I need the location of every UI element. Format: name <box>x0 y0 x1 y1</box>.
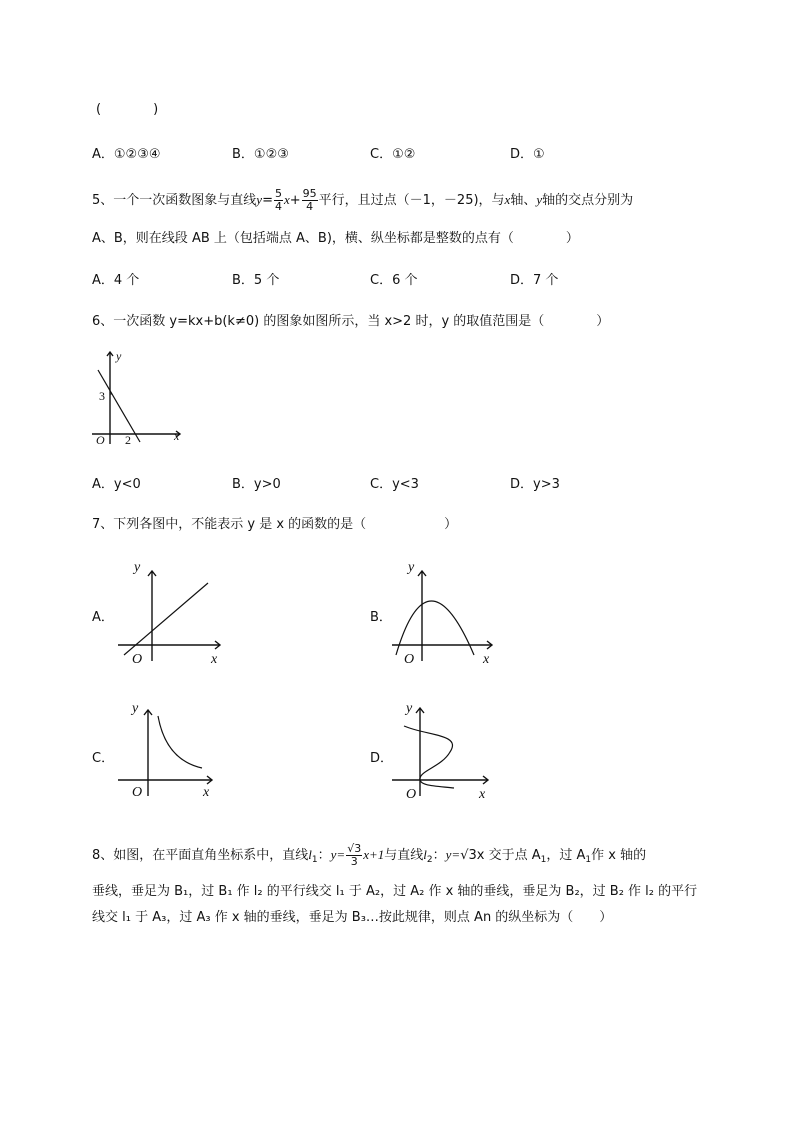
q8-colon1: ： <box>317 848 331 863</box>
q7-graph-c[interactable] <box>112 698 222 806</box>
q7a-origin-label: O <box>132 652 143 667</box>
q7a-x-label: x <box>211 652 218 667</box>
q7-graph-a[interactable] <box>112 555 232 670</box>
q5-y-label: y <box>536 192 543 207</box>
q5-eq-equals: = <box>262 193 273 208</box>
q5-axis-text1: 轴、 <box>510 193 537 208</box>
q7b-y-label: y <box>408 560 415 575</box>
q8-x-plus1: x+1 <box>363 847 385 862</box>
q7-label-c[interactable]: C． <box>92 751 115 766</box>
q5-option-b[interactable]: B．5 个 <box>232 273 280 288</box>
q8-stem-line3: 线交 l₁ 于 A₃，过 A₃ 作 x 轴的垂线，垂足为 B₃…按此规律，则点 An 的纵坐标为（ ） <box>92 910 613 925</box>
q5-option-d[interactable]: D．7 个 <box>510 273 559 288</box>
q5-option-c[interactable]: C．6 个 <box>370 273 418 288</box>
q5-frac1-den: 4 <box>274 200 282 213</box>
q7-stem: 7、下列各图中，不能表示 y 是 x 的函数的是（ ） <box>92 517 458 532</box>
q4-option-a[interactable]: A．①②③④ <box>92 147 161 162</box>
q8-tail1: ，过 A <box>546 848 586 863</box>
q5-option-a[interactable]: A．4 个 <box>92 273 140 288</box>
q7-label-d[interactable]: D． <box>370 751 394 766</box>
q8-l2: l <box>423 847 427 862</box>
q8-l1-sub: 1 <box>311 855 318 865</box>
q7c-hyperbola <box>158 716 202 768</box>
q5-lead: 5、一个一次函数图象与直线 <box>92 193 257 208</box>
q5-x-label: x <box>504 192 511 207</box>
q8-lead: 8、如图，在平面直角坐标系中，直线 <box>92 848 309 863</box>
q7a-y-label: y <box>134 560 141 575</box>
q7a-straight-line <box>124 583 208 655</box>
q7c-y-label: y <box>132 701 139 716</box>
q8-stem-line2: 垂线，垂足为 B₁，过 B₁ 作 l₂ 的平行线交 l₁ 于 A₂，过 A₂ 作 x 轴的垂线，垂足为 B₂，过 B₂ 作 l₂ 的平行 <box>92 884 698 899</box>
q7c-x-label: x <box>203 785 210 800</box>
q4-option-c[interactable]: C．①② <box>370 147 416 162</box>
q6-function-line <box>98 370 140 442</box>
q6-option-a[interactable]: A．y<0 <box>92 477 141 492</box>
q5-tail: 平行，且过点（－1，－25)，与 <box>318 193 505 208</box>
q5-axis-text2: 轴的交点分别为 <box>542 193 634 208</box>
q8-colon2: ： <box>432 848 446 863</box>
q8-a1-sub: 1 <box>540 855 547 865</box>
q7b-x-label: x <box>483 652 490 667</box>
q7c-origin-label: O <box>132 785 143 800</box>
q8-y1: y= <box>330 847 346 862</box>
q7b-origin-label: O <box>404 652 415 667</box>
q8-sqrt3: √3 <box>460 848 477 863</box>
q7-graph-b[interactable] <box>388 555 508 670</box>
q5-stem-line1 <box>92 184 633 217</box>
q7-label-a[interactable]: A． <box>92 610 114 625</box>
q8-y2: y= <box>445 847 461 862</box>
q5-frac2-num: 95 <box>302 187 317 200</box>
q7d-origin-label: O <box>406 787 417 802</box>
q8-mid: 与直线 <box>384 848 424 863</box>
q6-option-c[interactable]: C．y<3 <box>370 477 419 492</box>
q7d-s-curve <box>404 726 454 788</box>
q5-stem-line2: A、B，则在线段 AB 上（包括端点 A、B)，横、纵坐标都是整数的点有（ ） <box>92 231 579 246</box>
q6-y-intercept-label: 3 <box>99 389 105 403</box>
q8-x-tail: x 交于点 A <box>476 848 541 863</box>
q5-eq-plus: + <box>289 193 301 208</box>
q5-frac2-den: 4 <box>306 200 314 213</box>
q6-y-label: y <box>116 349 122 363</box>
q7-label-b[interactable]: B． <box>370 610 392 625</box>
q4-answer-paren: ( ) <box>96 102 159 117</box>
q6-line-graph <box>88 348 188 448</box>
q4-option-b[interactable]: B．①②③ <box>232 147 289 162</box>
q8-frac-den: 3 <box>350 855 358 868</box>
q6-stem: 6、一次函数 y=kx+b(k≠0) 的图象如图所示，当 x>2 时，y 的取值范围是（ ） <box>92 314 610 329</box>
q8-frac-sqrt3-3 <box>346 843 362 868</box>
q6-origin-label: O <box>96 433 105 447</box>
q6-option-b[interactable]: B．y>0 <box>232 477 281 492</box>
q6-x-label: x <box>174 429 180 443</box>
q7-graph-d[interactable] <box>388 696 498 806</box>
q6-option-d[interactable]: D．y>3 <box>510 477 560 492</box>
q8-tail1b: 作 x 轴的 <box>591 848 647 863</box>
q8-l2-sub: 2 <box>426 855 433 865</box>
q8-l1: l <box>308 847 312 862</box>
q7d-x-label: x <box>479 787 486 802</box>
q5-eq-x: x <box>283 192 290 207</box>
q6-x-intercept-label: 2 <box>125 433 131 447</box>
q5-frac1-num: 5 <box>274 187 282 200</box>
q5-frac-95-4 <box>302 188 318 213</box>
q4-option-d[interactable]: D．① <box>510 147 545 162</box>
q7d-y-label: y <box>406 701 413 716</box>
q7b-parabola <box>396 601 474 655</box>
q5-eq-y: y <box>256 192 263 207</box>
q8-a1-sub-2: 1 <box>585 855 592 865</box>
q8-stem-line1 <box>92 840 646 875</box>
q8-frac-num: √3 <box>347 842 362 855</box>
q5-frac-5-4 <box>274 188 283 213</box>
